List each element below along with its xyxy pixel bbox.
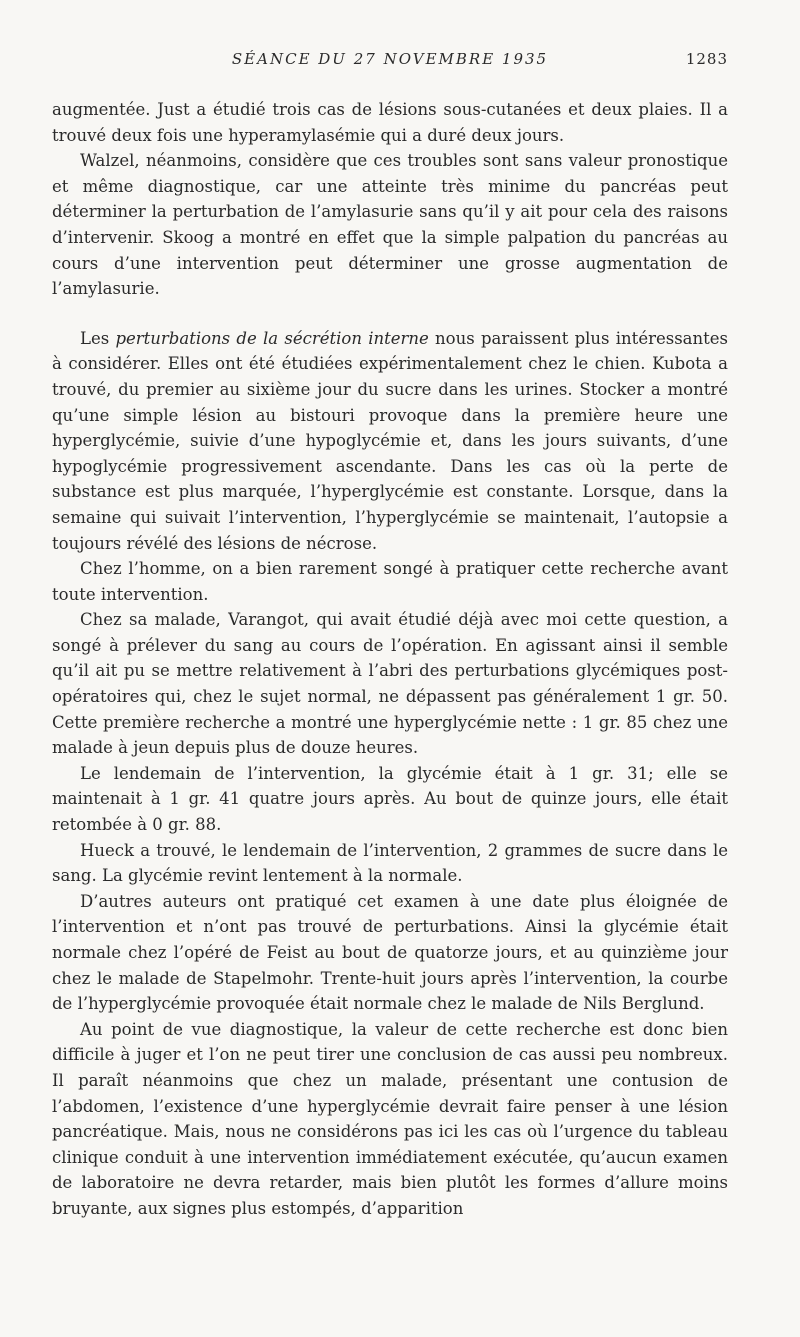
running-title: SÉANCE DU 27 NOVEMBRE 1935 — [231, 50, 549, 68]
paragraph-text: D’autres auteurs ont pratiqué cet examen à une date plus éloignée de l’intervention et n’ont pas trouvé de perturbations. Ainsi la glycémie était normale chez l’opéré de Feist au bout de quatorze jours, et au quinzième jour chez le malade de Stapelmohr. Trente-huit jours après l’intervention, la courbe de l’hyperglycémie provoquée était normale chez le malade de Nils Berglund. — [52, 891, 728, 1014]
paragraph — [52, 326, 728, 556]
body-text — [52, 97, 728, 1222]
page-number: 1283 — [685, 50, 728, 68]
paragraph-text: augmentée. Just a étudié trois cas de lésions sous-cutanées et deux plaies. Il a trouvé deux fois une hyperamylasémie qui a duré deux jours. — [52, 100, 728, 145]
paragraph — [52, 1017, 728, 1222]
paragraph — [52, 607, 728, 761]
paragraph — [52, 838, 728, 889]
emphasis-text: perturbations de la sécrétion interne — [115, 328, 429, 348]
paragraph — [52, 97, 728, 148]
paragraph-text: Les — [80, 328, 116, 348]
paragraph-text: nous paraissent plus intéressantes à considérer. Elles ont été étudiées expérimentalement chez le chien. Kubota a trouvé, du premier au sixième jour du sucre dans les urines. Stocker a montré qu’une simple lésion au bistouri provoque dans la première heure une hyperglycémie, suivie d’une hypoglycémie et, dans les jours suivants, d’une hypoglycémie progressivement ascendante. Dans les cas où la perte de substance est plus marquée, l’hyperglycémie est constante. Lorsque, dans la semaine qui suivait l’intervention, l’hyperglycémie se maintenait, l’autopsie a toujours révélé des lésions de nécrose. — [52, 328, 728, 553]
paragraph — [52, 761, 728, 838]
paragraph — [52, 889, 728, 1017]
paragraph-text: Walzel, néanmoins, considère que ces troubles sont sans valeur pronostique et même diagnostique, car une atteinte très minime du pancréas peut déterminer la perturbation de l’amylasurie sans qu’il y ait pour cela des raisons d’intervenir. Skoog a montré en effet que la simple palpation du pancréas au cours d’une intervention peut déterminer une grosse augmentation de l’amylasurie. — [52, 151, 728, 299]
paragraph-text: Au point de vue diagnostique, la valeur de cette recherche est donc bien difficile à juger et l’on ne peut tirer une conclusion de cas aussi peu nombreux. Il paraît néanmoins que chez un malade, présentant une contusion de l’abdomen, l’existence d’une hyperglycémie devrait faire penser à une lésion pancréatique. Mais, nous ne considérons pas ici les cas où l’urgence du tableau clinique conduit à une intervention immédiatement exécutée, qu’aucun examen de laboratoire ne devra retarder, mais bien plutôt les formes d’allure moins bruyante, aux signes plus estompés, d’apparition — [52, 1019, 728, 1218]
running-header — [52, 50, 728, 74]
paragraph-text: Hueck a trouvé, le lendemain de l’intervention, 2 grammes de sucre dans le sang. La glycémie revint lentement à la normale. — [52, 840, 728, 886]
paragraph — [52, 148, 728, 302]
paragraph-text: Chez l’homme, on a bien rarement songé à pratiquer cette recherche avant toute intervention. — [52, 559, 728, 604]
paragraph-text: Le lendemain de l’intervention, la glycémie était à 1 gr. 31; elle se maintenait à 1 gr. 41 quatre jours après. Au bout de quinze jours, elle était retombée à 0 gr. 88. — [52, 763, 728, 835]
paragraph — [52, 556, 728, 607]
paragraph-text: Chez sa malade, Varangot, qui avait étudié déjà avec moi cette question, a songé à prélever du sang au cours de l’opération. En agissant ainsi il semble qu’il ait pu se mettre relativement à l’abri des perturbations glycémiques post-opératoires qui, chez le sujet normal, ne dépassent pas généralement 1 gr. 50. Cette première recherche a montré une hyperglycémie nette : 1 gr. 85 chez une malade à jeun depuis plus de douze heures. — [52, 610, 728, 758]
